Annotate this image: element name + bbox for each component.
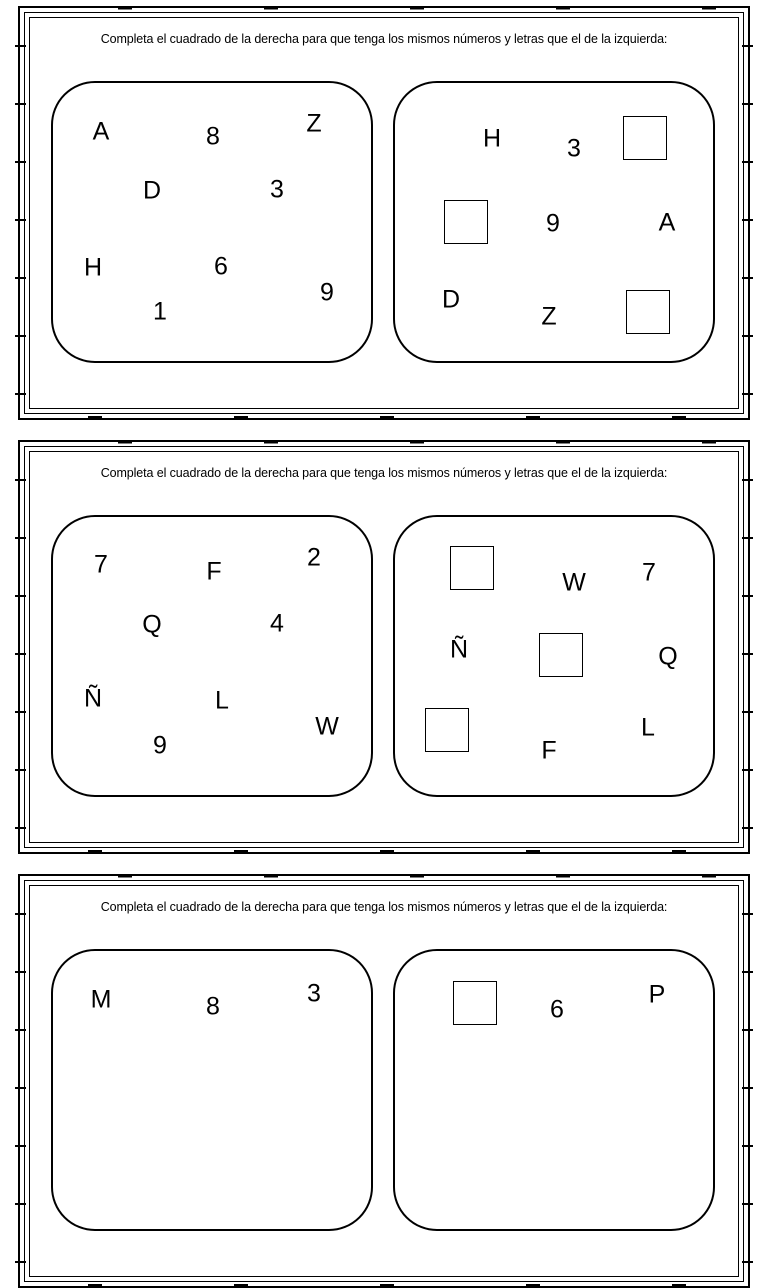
left-symbol: 2 [307,543,321,572]
instruction-text: Completa el cuadrado de la derecha para que tenga los mismos números y letras que el de la izquierda: [100,900,668,914]
right-symbol: 9 [546,209,560,238]
left-symbol: Q [142,610,162,639]
left-symbol: 4 [270,609,284,638]
left-symbol: H [83,253,103,282]
border-ornaments [18,440,750,854]
right-symbol: W [562,568,586,597]
left-symbol: 1 [153,297,167,326]
left-symbol: W [315,712,339,741]
worksheet-card-3 [18,874,750,1288]
right-symbol: L [641,713,655,742]
worksheet-card-1 [18,6,750,420]
right-symbol: Ñ [449,635,469,664]
border-ornaments [18,874,750,1288]
instruction-text: Completa el cuadrado de la derecha para que tenga los mismos números y letras que el de la izquierda: [100,466,668,480]
left-symbol: L [215,686,229,715]
right-symbol: 3 [567,134,581,163]
right-symbol: H [482,124,502,153]
left-symbol: Z [306,109,322,138]
right-symbol: D [441,285,461,314]
right-symbol: Z [541,302,557,331]
right-symbol: 7 [642,558,656,587]
left-symbol: 9 [320,278,334,307]
worksheet-card-2 [18,440,750,854]
left-symbol: M [90,985,112,1014]
left-symbol: Ñ [83,684,103,713]
left-symbol: 6 [214,252,228,281]
right-symbol: 6 [550,995,564,1024]
left-symbol: 8 [206,992,220,1021]
left-symbol: 8 [206,122,220,151]
left-symbol: 3 [307,979,321,1008]
border-ornaments [18,6,750,420]
right-symbol: P [648,980,666,1009]
right-symbol: Q [658,642,678,671]
left-symbol: D [142,176,162,205]
left-symbol: A [92,117,110,146]
left-symbol: F [206,557,222,586]
instruction-text: Completa el cuadrado de la derecha para que tenga los mismos números y letras que el de la izquierda: [100,32,668,46]
left-symbol: 3 [270,175,284,204]
right-symbol: F [541,736,557,765]
right-symbol: A [658,208,676,237]
left-symbol: 9 [153,731,167,760]
left-symbol: 7 [94,550,108,579]
